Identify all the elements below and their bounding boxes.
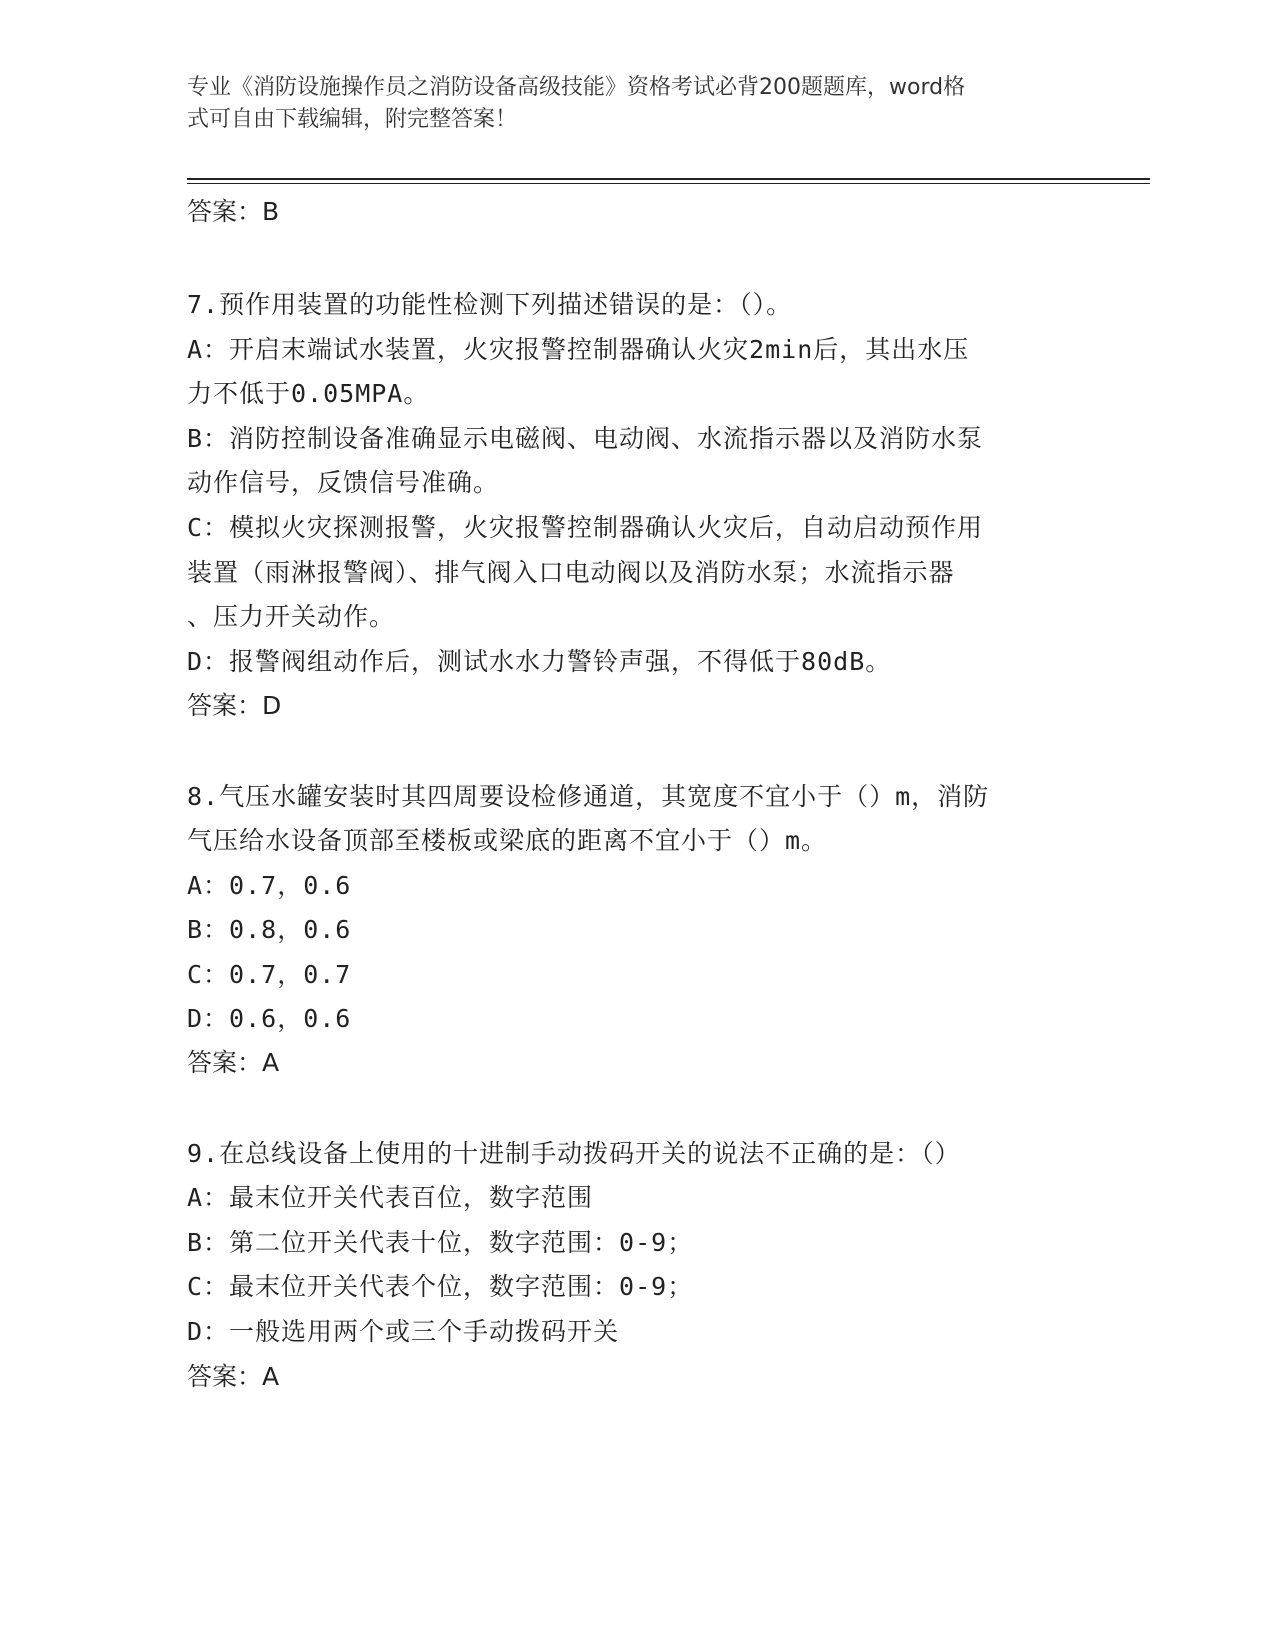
q8-option-c: C：0.7，0.7: [187, 960, 352, 989]
q7-option-d: D：报警阀组动作后，测试水水力警铃声强，不得低于80dB。: [187, 647, 892, 676]
answer-previous: 答案：B: [187, 197, 280, 226]
q7-option-a-line2: 力不低于0.05MPA。: [187, 379, 430, 408]
header-rule-thin: [187, 183, 1150, 184]
q8-option-a: A：0.7，0.6: [187, 871, 352, 900]
q9-stem: 9.在总线设备上使用的十进制手动拨码开关的说法不正确的是：（）: [187, 1139, 961, 1168]
q7-option-b-line2: 动作信号，反馈信号准确。: [187, 468, 500, 497]
q9-option-a: A：最末位开关代表百位，数字范围: [187, 1183, 594, 1212]
header-line-2: 式可自由下载编辑，附完整答案！: [187, 107, 518, 132]
q8-option-d: D：0.6，0.6: [187, 1004, 352, 1033]
q8-answer: 答案：A: [187, 1048, 280, 1077]
header-rule-thick: [187, 178, 1150, 180]
q7-option-b-line1: B：消防控制设备准确显示电磁阀、电动阀、水流指示器以及消防水泵: [187, 424, 984, 453]
q7-stem: 7.预作用装置的功能性检测下列描述错误的是：（）。: [187, 290, 793, 319]
q8-option-b: B：0.8，0.6: [187, 915, 352, 944]
q9-option-b: B：第二位开关代表十位，数字范围：0-9；: [187, 1228, 694, 1257]
q8-stem-line2: 气压给水设备顶部至楼板或梁底的距离不宜小于（）m。: [187, 826, 828, 855]
q9-option-d: D：一般选用两个或三个手动拨码开关: [187, 1317, 620, 1346]
q7-option-c-line2: 装置（雨淋报警阀）、排气阀入口电动阀以及消防水泵；水流指示器: [187, 558, 955, 587]
q7-option-c-line1: C：模拟火灾探测报警，火灾报警控制器确认火灾后，自动启动预作用: [187, 513, 984, 542]
q8-stem-line1: 8.气压水罐安装时其四周要设检修通道，其宽度不宜小于（）m，消防: [187, 782, 990, 811]
page-header: [187, 72, 1067, 136]
q7-option-a-line1: A：开启末端试水装置，火灾报警控制器确认火灾2min后，其出水压: [187, 335, 970, 364]
q9-option-c: C：最末位开关代表个位，数字范围：0-9；: [187, 1272, 694, 1301]
header-line-1: 专业《消防设施操作员之消防设备高级技能》资格考试必背200题题库，word格: [187, 75, 966, 100]
q7-answer: 答案：D: [187, 691, 282, 720]
q7-option-c-line3: 、压力开关动作。: [187, 602, 396, 631]
q9-answer: 答案：A: [187, 1362, 280, 1391]
